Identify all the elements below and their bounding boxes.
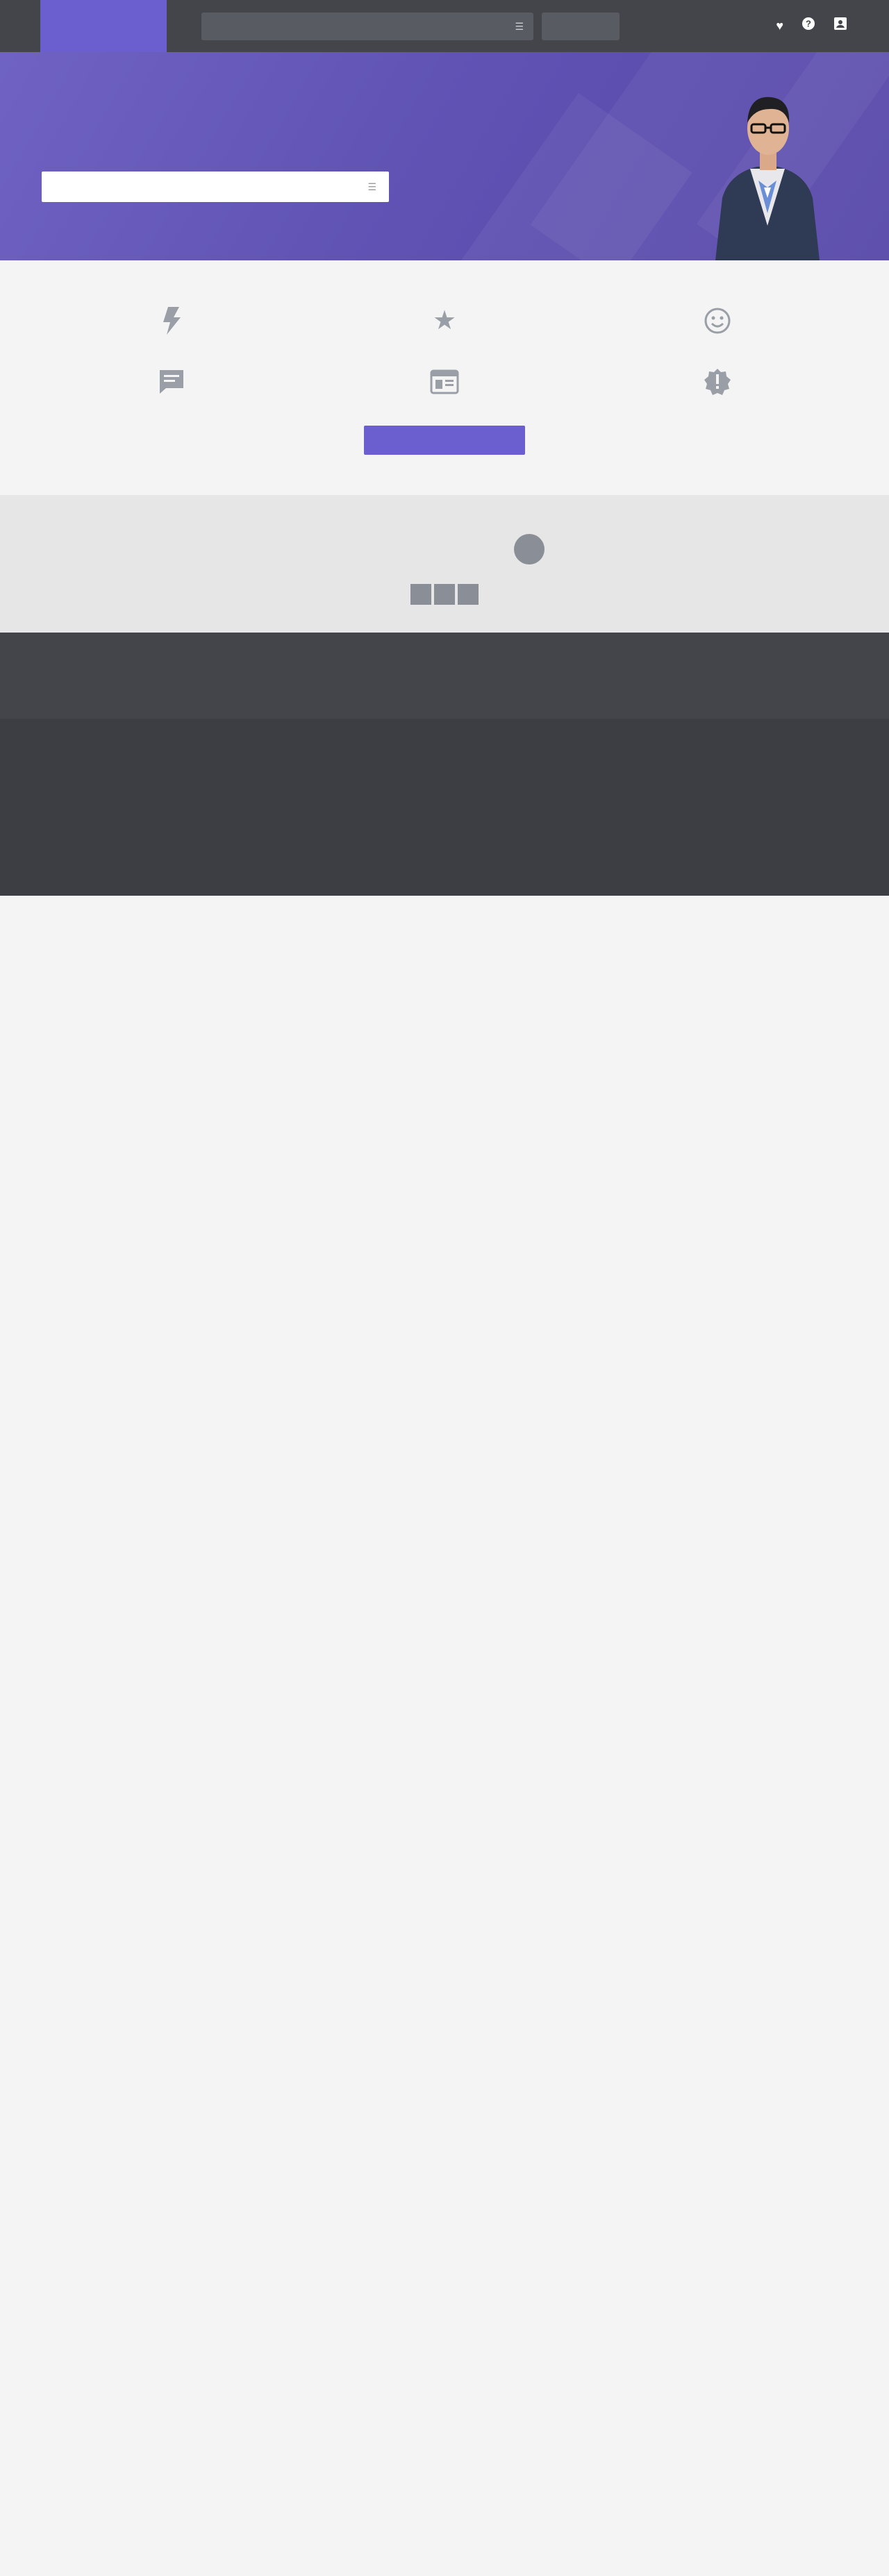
- all-names-button[interactable]: [542, 12, 620, 40]
- filter-icon[interactable]: ☰: [367, 181, 376, 192]
- star-icon: ★: [432, 306, 457, 335]
- svg-text:?: ?: [806, 18, 811, 28]
- site-header: [0, 0, 889, 52]
- logo[interactable]: [40, 0, 167, 52]
- chat-icon: [56, 365, 287, 399]
- keywords-section: [0, 633, 889, 719]
- tip-card: [56, 365, 287, 405]
- tip-card: [56, 303, 287, 344]
- account-icon[interactable]: [833, 17, 847, 36]
- heart-icon[interactable]: ♥: [776, 19, 783, 33]
- filter-icon[interactable]: ☰: [515, 20, 524, 32]
- lightning-icon: [56, 303, 287, 338]
- smile-icon: [602, 303, 833, 338]
- alert-icon: [602, 365, 833, 399]
- as-seen-on: [0, 495, 889, 633]
- tips-grid: [42, 303, 847, 405]
- help-icon[interactable]: [801, 17, 815, 36]
- hero-search-input[interactable]: [42, 172, 389, 202]
- tip-card: [329, 303, 560, 344]
- tip-card: [602, 303, 833, 344]
- businessman-illustration: [708, 59, 826, 260]
- generate-business-names-button[interactable]: [364, 426, 525, 455]
- browser-icon: [329, 365, 560, 399]
- site-footer: [0, 719, 889, 896]
- bbc-logo: [0, 584, 889, 605]
- usa-today-logo: [514, 534, 604, 564]
- tip-card: [329, 365, 560, 405]
- tip-card: [602, 365, 833, 405]
- header-search-input[interactable]: [201, 12, 533, 40]
- hero-banner: [0, 52, 889, 260]
